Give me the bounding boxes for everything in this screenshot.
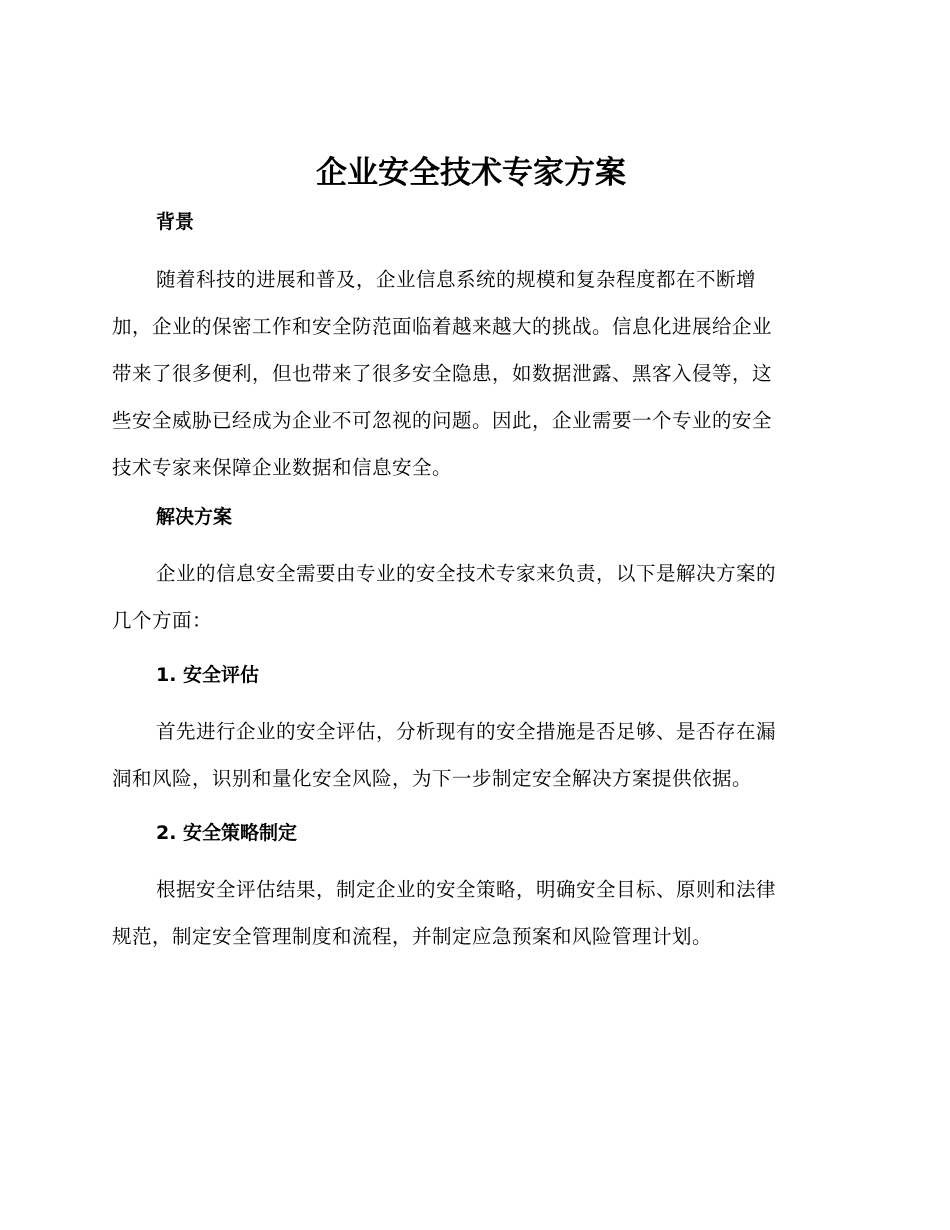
paragraph-line: 几个方面： bbox=[112, 609, 213, 632]
section-paragraph-security-strategy bbox=[112, 866, 830, 960]
document-title: 企业安全技术专家方案 bbox=[316, 155, 626, 191]
paragraph-line: 带来了很多便利，但也带来了很多安全隐患，如数据泄露、黑客入侵等，这 bbox=[112, 362, 773, 385]
section-heading-background: 背景 bbox=[156, 211, 195, 233]
paragraph-line: 首先进行企业的安全评估，分析现有的安全措施是否足够、是否存在漏 bbox=[156, 720, 777, 743]
section-heading-solution: 解决方案 bbox=[156, 506, 233, 528]
paragraph-line: 些安全威胁已经成为企业不可忽视的问题。因此，企业需要一个专业的安全 bbox=[112, 409, 773, 432]
paragraph-line: 企业的信息安全需要由专业的安全技术专家来负责，以下是解决方案的 bbox=[156, 562, 777, 585]
section-paragraph-security-assessment bbox=[112, 708, 830, 802]
paragraph-line: 洞和风险，识别和量化安全风险，为下一步制定安全解决方案提供依据。 bbox=[112, 767, 753, 790]
paragraph-line: 技术专家来保障企业数据和信息安全。 bbox=[112, 456, 453, 479]
paragraph-line: 规范，制定安全管理制度和流程，并制定应急预案和风险管理计划。 bbox=[112, 925, 713, 948]
paragraph-line: 随着科技的进展和普及，企业信息系统的规模和复杂程度都在不断增 bbox=[156, 268, 757, 291]
section-paragraph-background bbox=[112, 256, 830, 491]
section-heading-security-strategy: 2. 安全策略制定 bbox=[156, 822, 298, 844]
paragraph-line: 加，企业的保密工作和安全防范面临着越来越大的挑战。信息化进展给企业 bbox=[112, 315, 773, 338]
section-paragraph-solution bbox=[112, 550, 830, 644]
section-heading-security-assessment: 1. 安全评估 bbox=[156, 664, 260, 686]
paragraph-line: 根据安全评估结果，制定企业的安全策略，明确安全目标、原则和法律 bbox=[156, 878, 777, 901]
